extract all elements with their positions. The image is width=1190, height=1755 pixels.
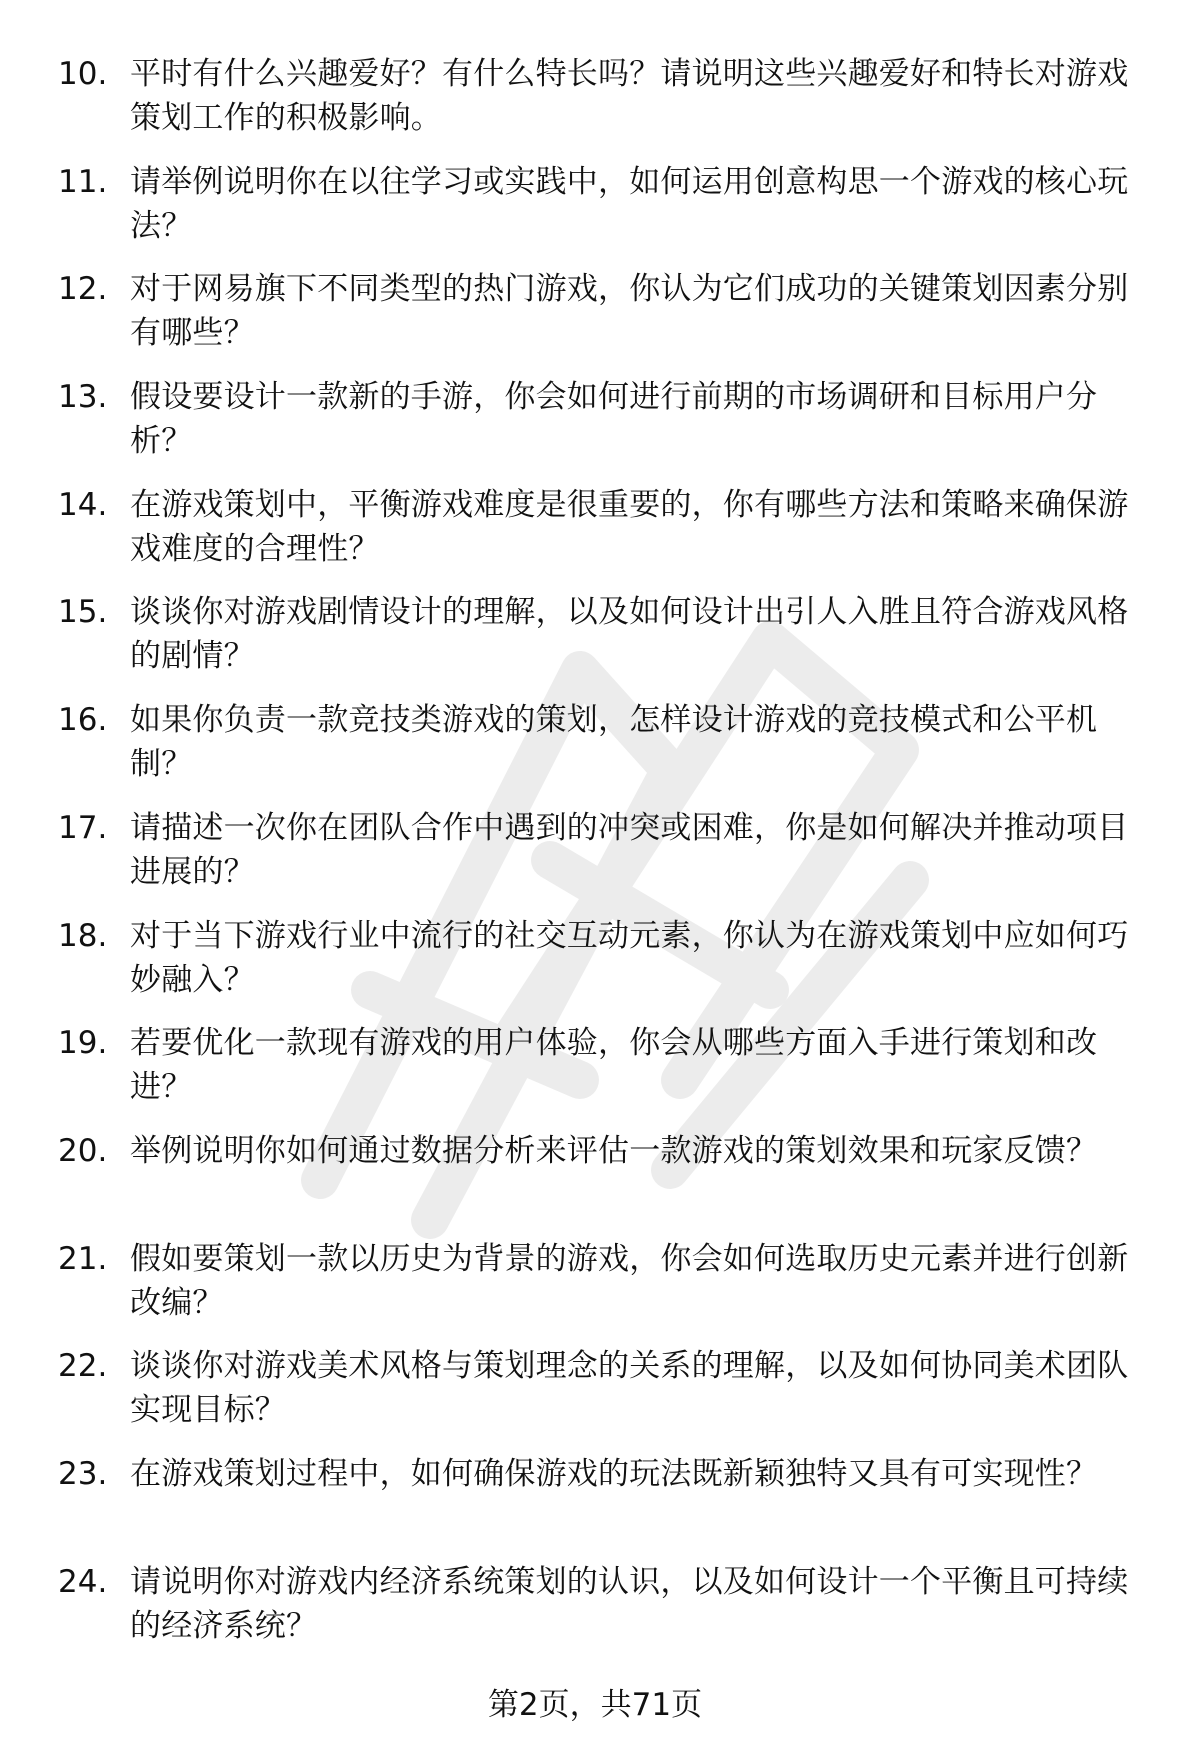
- question-item: [0, 1560, 1190, 1668]
- question-number: 12.: [58, 271, 108, 308]
- question-number: 22.: [58, 1348, 108, 1385]
- question-item: [0, 590, 1190, 698]
- question-item: [0, 160, 1190, 268]
- question-number: 18.: [58, 917, 108, 954]
- question-number: 13.: [58, 379, 108, 416]
- question-number: 10.: [58, 56, 108, 92]
- question-text: 对于当下游戏行业中流行的社交互动元素，你认为在游戏策划中应如何巧妙融入？: [130, 917, 1129, 998]
- question-text: 如果你负责一款竞技类游戏的策划，怎样设计游戏的竞技模式和公平机制？: [130, 702, 1098, 783]
- question-item: [0, 1237, 1190, 1345]
- question-text: 在游戏策划过程中，如何确保游戏的玩法既新颖独特又具有可实现性？: [130, 1455, 1098, 1492]
- question-list: [0, 52, 1190, 1667]
- question-text: 若要优化一款现有游戏的用户体验，你会从哪些方面入手进行策划和改进？: [130, 1025, 1098, 1106]
- question-item: [0, 914, 1190, 1022]
- question-text: 请描述一次你在团队合作中遇到的冲突或困难，你是如何解决并推动项目进展的？: [130, 809, 1129, 890]
- question-item: [0, 1021, 1190, 1129]
- question-item: [0, 698, 1190, 806]
- question-number: 14.: [58, 486, 108, 523]
- question-item: [0, 267, 1190, 375]
- question-item: [0, 483, 1190, 591]
- question-text: 请说明你对游戏内经济系统策划的认识，以及如何设计一个平衡且可持续的经济系统？: [130, 1563, 1129, 1644]
- question-number: 21.: [58, 1240, 108, 1277]
- question-item: [0, 1129, 1190, 1237]
- question-text: 假如要策划一款以历史为背景的游戏，你会如何选取历史元素并进行创新改编？: [130, 1240, 1129, 1321]
- page-footer: [0, 1683, 1190, 1727]
- question-item: [0, 375, 1190, 483]
- question-number: 20.: [58, 1132, 108, 1169]
- question-number: 15.: [58, 594, 108, 631]
- question-item: [0, 52, 1190, 160]
- question-number: 11.: [58, 163, 108, 200]
- page-indicator: 第2页，共71页: [487, 1687, 703, 1723]
- question-number: 24.: [58, 1563, 108, 1600]
- question-number: 19.: [58, 1025, 108, 1062]
- question-text: 假设要设计一款新的手游，你会如何进行前期的市场调研和目标用户分析？: [130, 379, 1098, 460]
- question-text: 举例说明你如何通过数据分析来评估一款游戏的策划效果和玩家反馈？: [130, 1132, 1098, 1169]
- question-number: 16.: [58, 702, 108, 739]
- question-text: 平时有什么兴趣爱好？有什么特长吗？请说明这些兴趣爱好和特长对游戏策划工作的积极影响。: [130, 56, 1129, 136]
- question-text: 在游戏策划中，平衡游戏难度是很重要的，你有哪些方法和策略来确保游戏难度的合理性？: [130, 486, 1129, 567]
- question-item: [0, 1452, 1190, 1560]
- question-text: 谈谈你对游戏剧情设计的理解，以及如何设计出引人入胜且符合游戏风格的剧情？: [130, 594, 1129, 675]
- question-item: [0, 1344, 1190, 1452]
- question-item: [0, 806, 1190, 914]
- question-text: 谈谈你对游戏美术风格与策划理念的关系的理解，以及如何协同美术团队实现目标？: [130, 1348, 1129, 1429]
- question-number: 23.: [58, 1455, 108, 1492]
- question-text: 请举例说明你在以往学习或实践中，如何运用创意构思一个游戏的核心玩法？: [130, 163, 1129, 244]
- question-text: 对于网易旗下不同类型的热门游戏，你认为它们成功的关键策划因素分别有哪些？: [130, 271, 1129, 352]
- question-number: 17.: [58, 809, 108, 846]
